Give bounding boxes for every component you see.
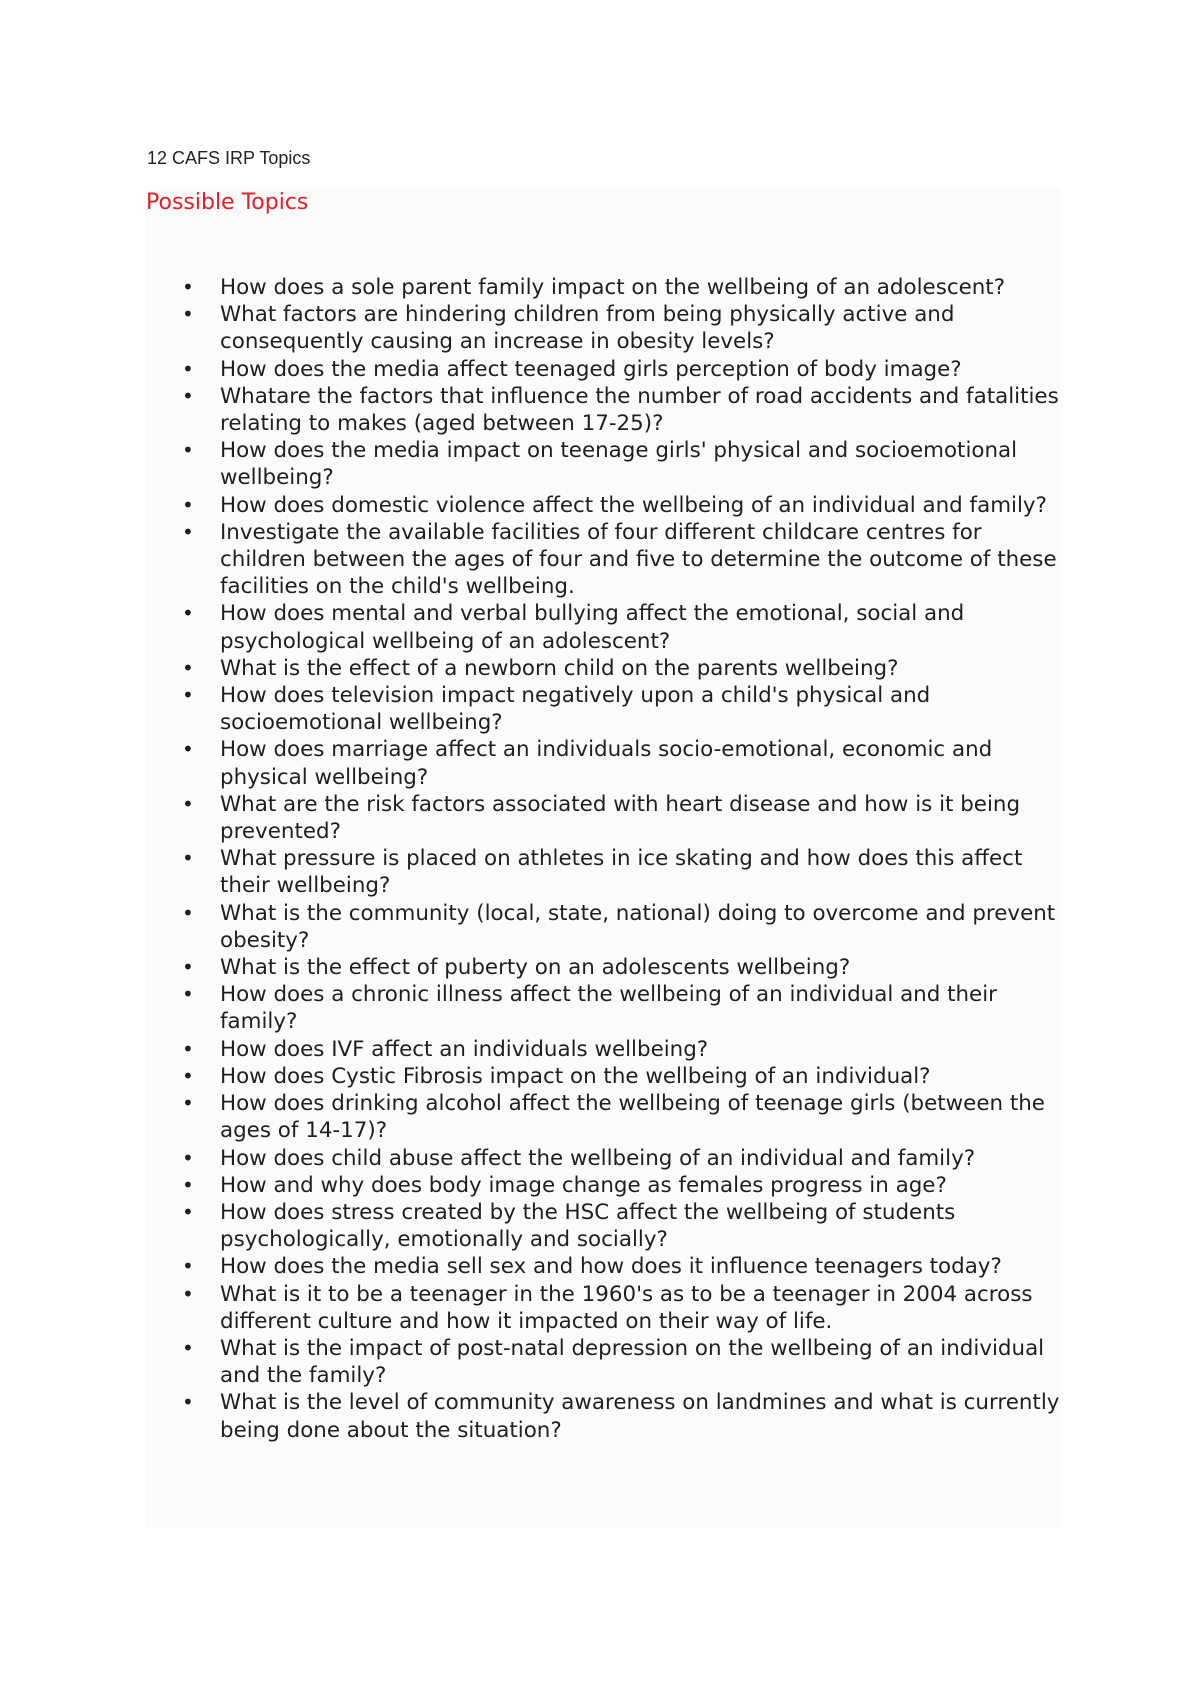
topic-text: What pressure is placed on athletes in ice skating and how does this affect their wellbeing? [220,846,1023,899]
bullet-icon: • [182,383,194,408]
topic-list-item [147,519,1067,601]
topic-text: How does a chronic illness affect the wellbeing of an individual and their family? [220,982,997,1035]
topic-list [147,274,1067,1444]
bullet-icon: • [182,655,194,680]
topic-list-item [147,791,1067,845]
topic-text: What is the impact of post-natal depression on the wellbeing of an individual and the family? [220,1335,1045,1389]
topic-text: What is the effect of a newborn child on the parents wellbeing? [220,655,899,681]
topic-text: What is the effect of puberty on an adolescents wellbeing? [220,955,851,981]
bullet-icon: • [182,683,194,708]
bullet-icon: • [182,601,194,626]
topic-text: How does the media impact on teenage girls' physical and socioemotional wellbeing? [220,438,1018,491]
topic-text: How does the media affect teenaged girls perception of body image? [220,356,962,382]
topic-text: What is the community (local, state, national) doing to overcome and prevent obesity? [220,900,1056,953]
topic-list-item [147,845,1067,899]
bullet-icon: • [182,302,194,327]
bullet-icon: • [182,356,194,381]
bullet-icon: • [182,1390,194,1415]
bullet-icon: • [182,1036,194,1061]
bullet-icon: • [182,1254,194,1279]
bullet-icon: • [182,1063,194,1088]
bullet-icon: • [182,846,194,871]
topic-list-item [147,981,1067,1035]
topic-text: Whatare the factors that influence the number of road accidents and fatalities relating to makes (aged between 17-25)? [220,383,1059,437]
bullet-icon: • [182,737,194,762]
bullet-icon: • [182,955,194,980]
topic-text: What factors are hindering children from being physically active and consequently causing an increase in obesity levels? [220,302,955,355]
topic-list-item [147,1335,1067,1389]
bullet-icon: • [182,1281,194,1306]
topic-text: How does drinking alcohol affect the wellbeing of teenage girls (between the ages of 14-17)? [220,1091,1045,1144]
topic-list-item [147,437,1067,491]
bullet-icon: • [182,1172,194,1197]
topic-text: How and why does body image change as females progress in age? [220,1172,947,1198]
bullet-icon: • [182,492,194,517]
topic-text: How does television impact negatively upon a child's physical and socioemotional wellbeing? [220,683,931,736]
bullet-icon: • [182,1199,194,1224]
document-header: 12 CAFS IRP Topics [147,148,311,168]
topic-list-item [147,1090,1067,1144]
bullet-icon: • [182,519,194,544]
topic-list-item [147,274,1067,301]
bullet-icon: • [182,1335,194,1360]
topic-list-item [147,356,1067,383]
topic-list-item [147,1253,1067,1280]
topic-text: How does marriage affect an individuals socio-emotional, economic and physical wellbeing? [220,737,993,790]
topic-list-item [147,301,1067,355]
topic-text: What is it to be a teenager in the 1960's as to be a teenager in 2004 across different culture and how it impacted on their way of life. [220,1281,1033,1334]
topic-text: How does Cystic Fibrosis impact on the wellbeing of an individual? [220,1063,931,1089]
topic-text: What is the level of community awareness on landmines and what is currently being done about the situation? [220,1390,1060,1443]
topic-list-item [147,383,1067,437]
bullet-icon: • [182,900,194,925]
section-title: Possible Topics [146,190,309,215]
topic-list-item [147,1281,1067,1335]
topic-list-item [147,1389,1067,1443]
topic-list-item [147,1199,1067,1253]
topic-text: How does child abuse affect the wellbeing of an individual and family? [220,1145,976,1171]
topic-text: What are the risk factors associated with heart disease and how is it being prevented? [220,791,1021,845]
topic-list-item [147,1036,1067,1063]
topic-list-item [147,682,1067,736]
bullet-icon: • [182,275,194,299]
topic-list-item [147,1063,1067,1090]
topic-text: Investigate the available facilities of four different childcare centres for children between the ages of four and five to determine the outcome of these facilities on the child's wellbeing. [220,519,1057,600]
topic-text: How does the media sell sex and how does it influence teenagers today? [220,1254,1002,1280]
topic-text: How does stress created by the HSC affect the wellbeing of students psychologically, emotionally and socially? [220,1199,956,1253]
bullet-icon: • [182,791,194,816]
topic-list-item [147,1145,1067,1172]
topic-list-item [147,655,1067,682]
topic-text: How does domestic violence affect the wellbeing of an individual and family? [220,492,1047,518]
topic-list-item [147,600,1067,654]
topic-list-item [147,900,1067,954]
bullet-icon: • [182,438,194,463]
topic-list-item [147,492,1067,519]
bullet-icon: • [182,982,194,1007]
bullet-icon: • [182,1145,194,1170]
topic-list-item [147,736,1067,790]
topic-list-item [147,954,1067,981]
bullet-icon: • [182,1091,194,1116]
topic-text: How does mental and verbal bullying affect the emotional, social and psychological wellbeing of an adolescent? [220,601,965,654]
topic-text: How does IVF affect an individuals wellbeing? [220,1036,709,1062]
topic-list-item [147,1172,1067,1199]
topic-text: How does a sole parent family impact on the wellbeing of an adolescent? [220,275,1006,300]
